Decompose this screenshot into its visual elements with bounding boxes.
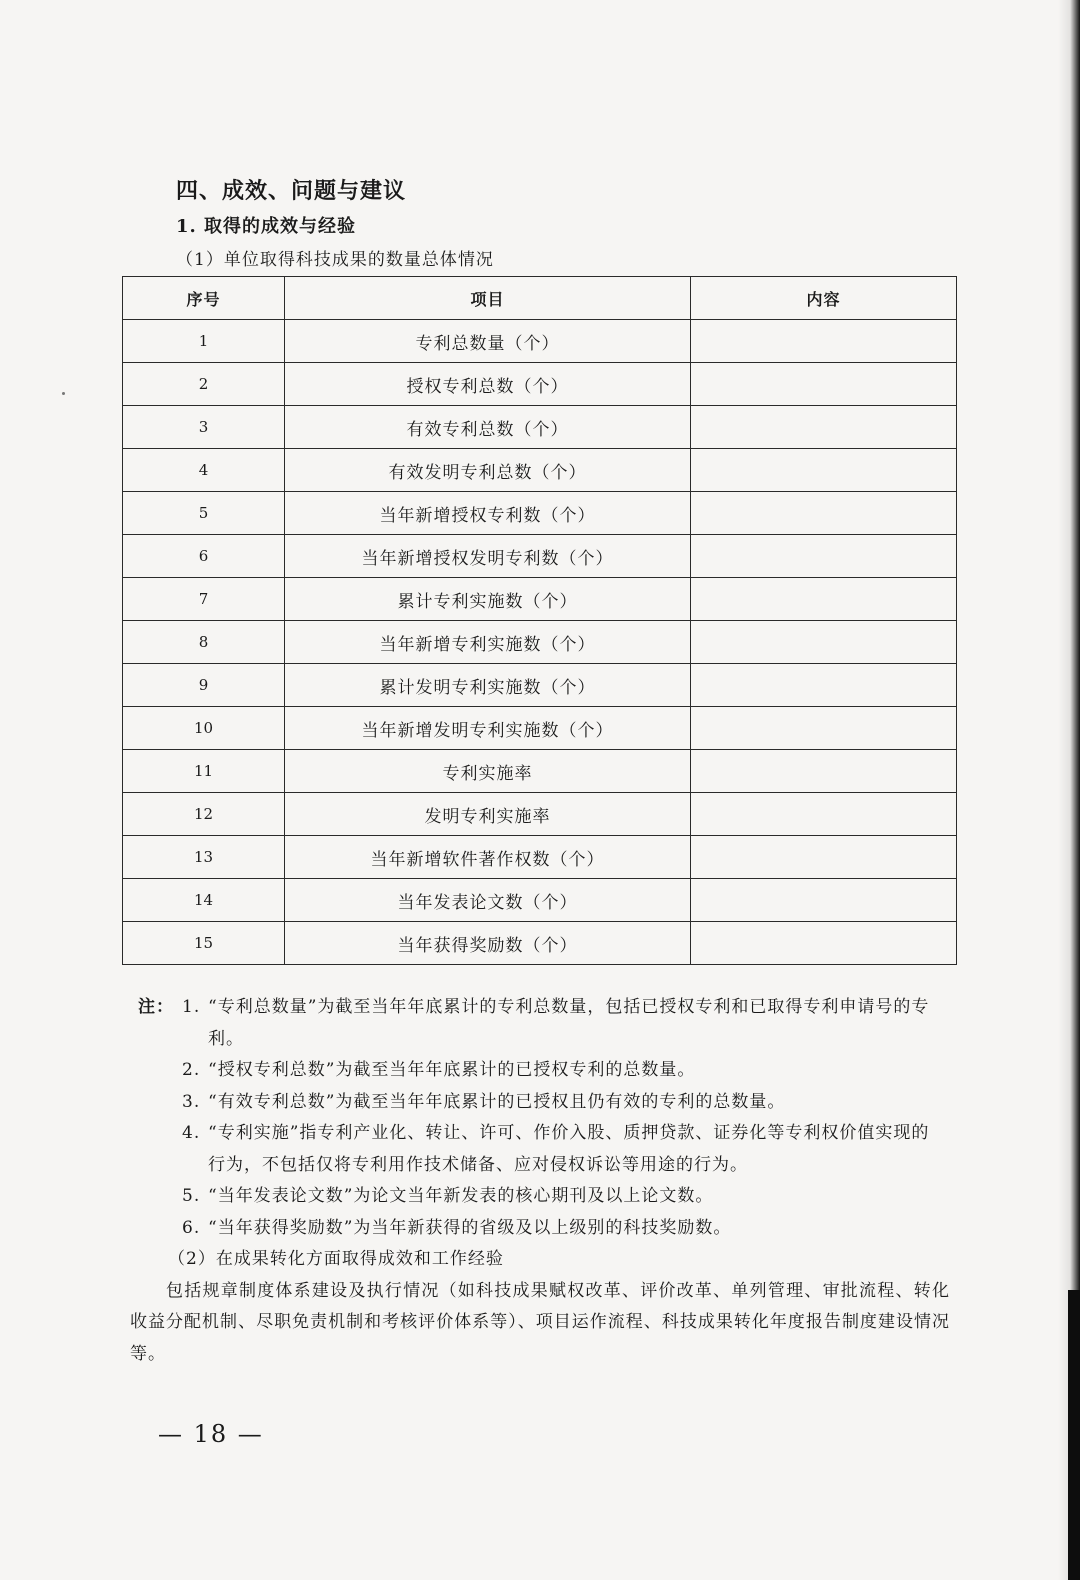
note-item [138, 1213, 938, 1245]
note-item [138, 1087, 938, 1119]
note-number: 1. [182, 997, 201, 1017]
row-content [691, 621, 957, 664]
row-content [691, 793, 957, 836]
page-edge-dark [1068, 1290, 1080, 1580]
row-number: 5 [123, 492, 285, 535]
table-row [123, 922, 957, 965]
row-content [691, 320, 957, 363]
row-item: 发明专利实施率 [285, 793, 691, 836]
row-content [691, 535, 957, 578]
note-number: 6. [182, 1217, 201, 1238]
row-number: 15 [123, 922, 285, 965]
note-text: “当年获得奖励数”为当年新获得的省级及以上级别的科技奖励数。 [208, 1217, 732, 1238]
subheading: 1. 取得的成效与经验 [176, 216, 357, 237]
row-item: 当年新增发明专利实施数（个） [285, 707, 691, 750]
table-header-row [123, 277, 957, 320]
note-number: 3. [182, 1091, 201, 1112]
note-text: “授权专利总数”为截至当年年底累计的已授权专利的总数量。 [208, 1060, 696, 1080]
row-item: 当年新增软件著作权数（个） [285, 836, 691, 879]
table-row [123, 621, 957, 664]
row-content [691, 922, 957, 965]
row-content [691, 707, 957, 750]
row-content [691, 879, 957, 922]
row-content [691, 492, 957, 535]
row-item: 当年发表论文数（个） [285, 879, 691, 922]
section2-title: （2）在成果转化方面取得成效和工作经验 [168, 1249, 504, 1269]
row-item: 累计发明专利实施数（个） [285, 664, 691, 707]
patent-stats-table [122, 276, 957, 965]
table-row [123, 793, 957, 836]
row-item: 专利总数量（个） [285, 320, 691, 363]
row-content [691, 750, 957, 793]
row-content [691, 836, 957, 879]
table-caption: （1）单位取得科技成果的数量总体情况 [176, 250, 494, 270]
section2-body: 包括规章制度体系建设及执行情况（如科技成果赋权改革、评价改革、单列管理、审批流程、转化收益分配机制、尽职免责机制和考核评价体系等）、项目运作流程、科技成果转化年度报告制度建设情况等。 [130, 1280, 950, 1364]
notes-label: 注： [138, 997, 174, 1017]
row-number: 14 [123, 879, 285, 922]
row-number: 9 [123, 664, 285, 707]
note-item [138, 1181, 938, 1213]
row-content [691, 449, 957, 492]
row-number: 11 [123, 750, 285, 793]
note-number: 4. [182, 1123, 201, 1143]
row-item: 当年新增授权专利数（个） [285, 492, 691, 535]
table-row [123, 535, 957, 578]
page-number: — 18 — [158, 1420, 264, 1448]
note-item [138, 1118, 938, 1181]
row-item: 当年新增授权发明专利数（个） [285, 535, 691, 578]
table-row [123, 578, 957, 621]
note-text: “有效专利总数”为截至当年年底累计的已授权且仍有效的专利的总数量。 [208, 1091, 786, 1112]
note-number: 2. [182, 1060, 201, 1080]
table-row [123, 320, 957, 363]
row-item: 有效专利总数（个） [285, 406, 691, 449]
row-number: 12 [123, 793, 285, 836]
header-item: 项目 [285, 277, 691, 320]
row-number: 6 [123, 535, 285, 578]
table-row [123, 750, 957, 793]
row-item: 有效发明专利总数（个） [285, 449, 691, 492]
row-content [691, 406, 957, 449]
row-number: 2 [123, 363, 285, 406]
row-content [691, 363, 957, 406]
row-content [691, 664, 957, 707]
section-heading: 四、成效、问题与建议 [176, 179, 407, 204]
table-row [123, 879, 957, 922]
row-item: 当年获得奖励数（个） [285, 922, 691, 965]
row-number: 4 [123, 449, 285, 492]
table-row [123, 836, 957, 879]
row-number: 3 [123, 406, 285, 449]
table-row [123, 707, 957, 750]
note-item [138, 992, 938, 1055]
table-row [123, 664, 957, 707]
scan-speck [62, 392, 65, 395]
header-content: 内容 [691, 277, 957, 320]
row-content [691, 578, 957, 621]
row-number: 8 [123, 621, 285, 664]
note-text: “专利总数量”为截至当年年底累计的专利总数量，包括已授权专利和已取得专利申请号的专利。 [208, 997, 930, 1049]
row-number: 1 [123, 320, 285, 363]
table-row [123, 406, 957, 449]
row-number: 10 [123, 707, 285, 750]
row-item: 授权专利总数（个） [285, 363, 691, 406]
notes-block [130, 992, 950, 1370]
row-item: 当年新增专利实施数（个） [285, 621, 691, 664]
table-row [123, 492, 957, 535]
header-no: 序号 [123, 277, 285, 320]
row-number: 7 [123, 578, 285, 621]
row-item: 专利实施率 [285, 750, 691, 793]
table-row [123, 449, 957, 492]
note-item [138, 1055, 938, 1087]
note-number: 5. [182, 1186, 201, 1206]
row-number: 13 [123, 836, 285, 879]
note-text: “当年发表论文数”为论文当年新发表的核心期刊及以上论文数。 [208, 1186, 714, 1206]
table-row [123, 363, 957, 406]
note-text: “专利实施”指专利产业化、转让、许可、作价入股、质押贷款、证券化等专利权价值实现的行为，不包括仅将专利用作技术储备、应对侵权诉讼等用途的行为。 [208, 1123, 930, 1175]
row-item: 累计专利实施数（个） [285, 578, 691, 621]
